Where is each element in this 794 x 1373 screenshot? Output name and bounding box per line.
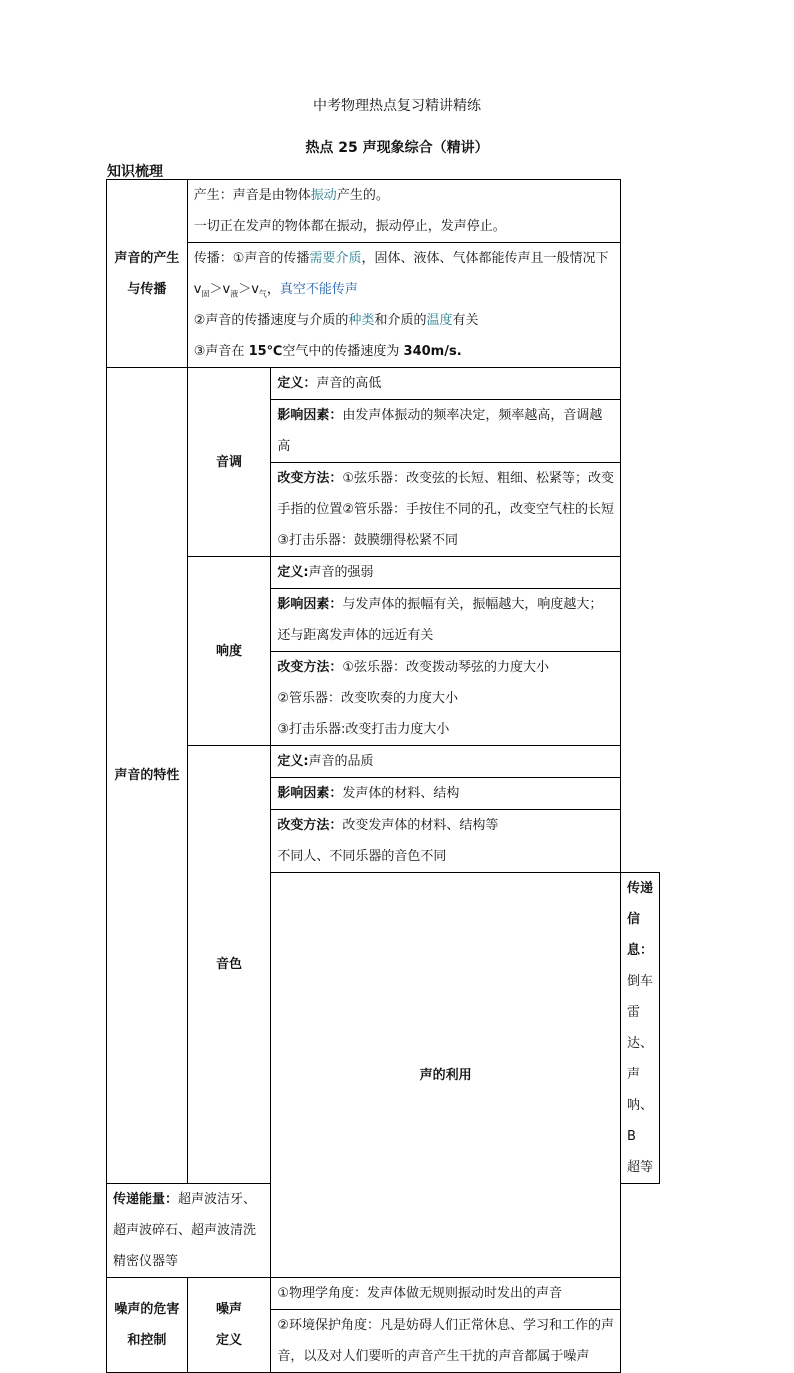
text: ①弦乐器：改变弦的长短、粗细、松紧等；改变 [342,471,614,486]
production-line-1 [194,180,614,211]
production-cell [187,180,620,243]
keyword: 真空不能传声 [279,282,358,297]
text: 和介质的 [374,313,427,328]
propagation-line-3 [194,305,614,336]
label: 改变方法： [277,660,343,675]
symbol: ＞ [238,282,252,297]
header-line: 噪声 [216,1302,243,1317]
text: ②声音的传播速度与介质的 [193,313,349,328]
loudness-factor [271,589,621,652]
label: 传递信息： [627,881,654,958]
symbol: v [193,282,202,297]
keyword: 振动 [310,188,337,203]
text: 声音的品质 [308,754,374,769]
subscript: 气 [258,289,267,299]
text: ， [266,282,280,297]
document-subtitle: 热点 25 声现象综合（精讲） [305,140,489,156]
label: 影响因素： [277,597,343,612]
noise-environment-definition [271,1310,621,1373]
row-header-noise [107,1278,188,1373]
propagation-line-4 [194,336,614,367]
method-note: 不同人、不同乐器的音色不同 [277,849,447,864]
header-line: 与传播 [127,281,167,297]
method-line: ②管乐器：改变吹奏的力度大小 [277,691,458,706]
method-line [277,652,614,683]
keyword: 种类 [348,313,375,328]
text: 15℃ [248,344,283,359]
header-line: 噪声的危害 [114,1302,180,1317]
symbol: v [222,282,231,297]
header-line: 和控制 [127,1333,167,1348]
knowledge-table [106,179,660,1373]
method-line [277,810,614,841]
noise-physics-definition: ①物理学角度：发声体做无规则振动时发出的声音 [271,1278,621,1310]
table-row [107,243,660,368]
label: 定义: [277,565,309,580]
usage-energy [107,1184,271,1278]
noise-definition-header [187,1278,271,1373]
row-header-usage: 声的利用 [271,873,621,1278]
method-line: 手指的位置②管乐器：手按住不同的孔，改变空气柱的长短 [277,502,614,517]
label: 产生： [193,188,233,203]
text: 改变发声体的材料、结构等 [342,818,499,833]
text: 声音是由物体 [232,188,311,203]
factor-line: 还与距离发声体的远近有关 [277,628,434,643]
text: 倒车雷达、声呐、B 超等 [627,974,654,1175]
text: 340m/s. [403,344,462,359]
text: ，固体、液体、气体都能传声且一般情况下 [361,251,609,266]
table-row [107,180,660,243]
propagation-line-1 [194,243,614,274]
loudness-method [271,652,621,746]
propagation-line-2 [194,274,614,305]
table-row [107,557,660,589]
table-row [107,746,660,778]
text: 由发声体振动的频率决定，频率越高，音调越高 [277,408,603,454]
text: 与发声体的振幅有关，振幅越大，响度越大； [342,597,603,612]
label: 定义： [277,376,317,391]
label: 传递能量： [113,1192,179,1207]
text: ③声音在 [193,344,249,359]
pitch-header: 音调 [187,368,271,557]
production-line-2: 一切正在发声的物体都在振动，振动停止，发声停止。 [193,219,506,234]
label: 改变方法： [277,818,343,833]
symbol: v [251,282,259,297]
method-line: ③打击乐器：鼓膜绷得松紧不同 [277,533,458,548]
text: 超声波洁牙、超声波碎石、超声波清洗精密仪器等 [113,1192,257,1269]
loudness-header: 响度 [187,557,271,746]
symbol: ＞ [209,282,223,297]
document-title: 中考物理热点复习精讲精练 [313,98,481,114]
table-row [107,368,660,400]
timbre-header: 音色 [187,746,271,1184]
definition-line: ②环境保护角度：凡是妨碍人们正常休息、学习和工作的声 [277,1318,614,1333]
text: 发声体的材料、结构 [342,786,460,801]
label: 改变方法： [277,471,343,486]
label: 影响因素： [277,786,343,801]
timbre-definition [271,746,621,778]
header-line: 定义 [216,1333,243,1348]
pitch-definition [271,368,621,400]
keyword: 温度 [426,313,453,328]
label: 影响因素： [277,408,343,423]
text: 声音的高低 [316,376,382,391]
text: 空气中的传播速度为 [282,344,404,359]
label: 定义: [277,754,309,769]
subscript: 固 [201,289,210,299]
timbre-method [271,810,621,873]
subscript: 液 [230,289,239,299]
text: 有关 [452,313,479,328]
usage-info [621,873,660,1184]
pitch-factor [271,400,621,463]
definition-line: 音，以及对人们要听的声音产生干扰的声音都属于噪声 [277,1349,590,1364]
factor-line [277,589,614,620]
loudness-definition [271,557,621,589]
section-heading: 知识梳理 [107,164,163,180]
text: ①弦乐器：改变拨动琴弦的力度大小 [342,660,549,675]
row-header-characteristics: 声音的特性 [107,368,188,1184]
keyword: 需要介质 [309,251,362,266]
header-line: 声音的产生 [114,250,180,266]
propagation-cell [187,243,620,368]
text: 声音的强弱 [308,565,374,580]
label: 传播： [193,251,233,266]
row-header-production [107,180,188,368]
timbre-factor [271,778,621,810]
method-line [277,463,614,494]
pitch-method [271,463,621,557]
text: 产生的。 [336,188,389,203]
text: ①声音的传播 [232,251,310,266]
method-line: ③打击乐器:改变打击力度大小 [277,722,450,737]
table-row [107,1278,660,1310]
